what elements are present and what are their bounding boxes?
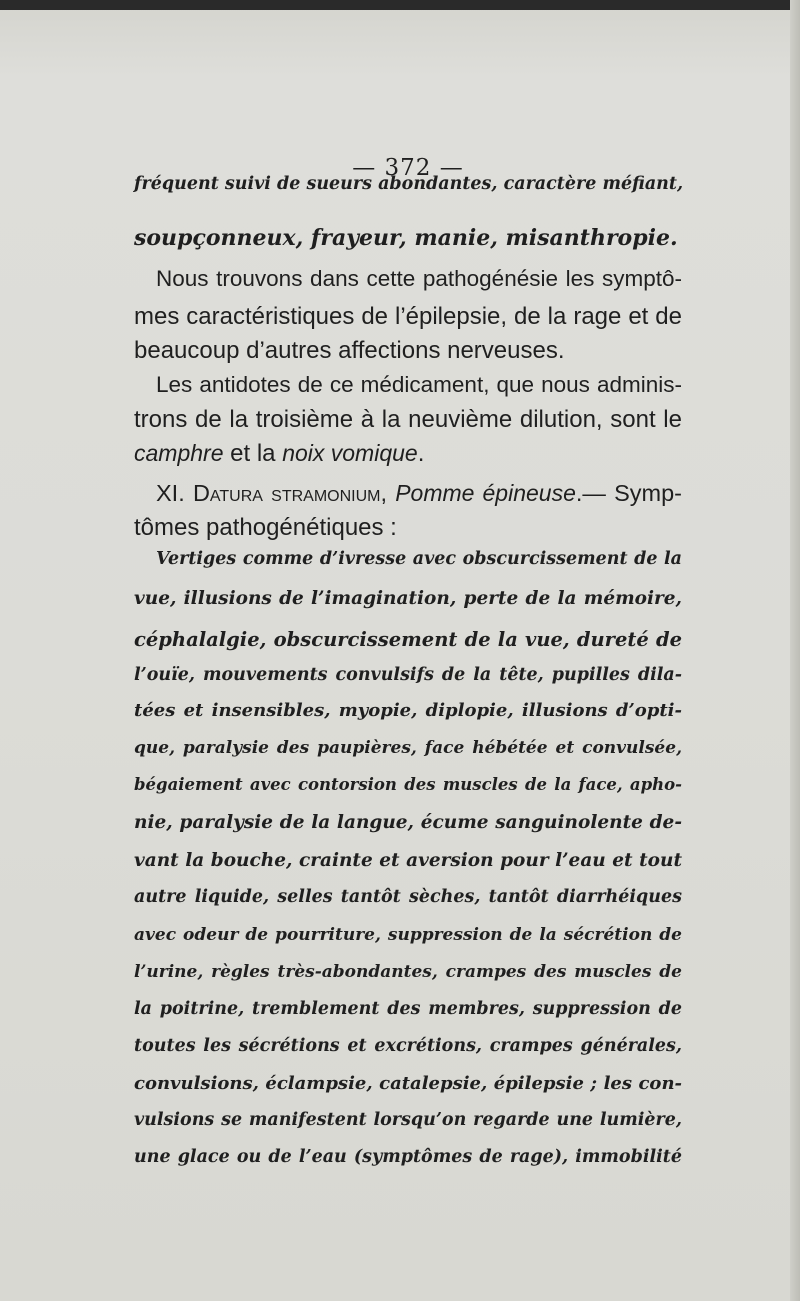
text-fragment: et la: [223, 440, 283, 467]
text-line: Les antidotes de ce médicament, que nous adminis-: [156, 372, 682, 397]
scan-top-edge: [0, 0, 800, 10]
italic-term: noix vomique: [282, 440, 418, 466]
text-line: l’ouïe, mouvements convulsifs de la tête, pupilles dila-: [134, 665, 682, 685]
text-line: toutes les sécrétions et excrétions, crampes générales,: [134, 1036, 682, 1056]
text-fragment: .— Symp-: [575, 480, 683, 506]
section-heading: [134, 482, 682, 506]
text-line: l’urine, règles très-abondantes, crampes des muscles de: [134, 962, 682, 982]
section-number: XI.: [156, 480, 193, 506]
text-line: Vertiges comme d’ivresse avec obscurcissement de la: [156, 549, 682, 569]
text-line: céphalalgie, obscurcissement de la vue, dureté de: [134, 628, 682, 651]
text-fragment: ,: [380, 480, 396, 506]
common-name: Pomme épineuse: [395, 480, 576, 506]
text-line: tômes pathogénétiques :: [134, 514, 397, 541]
text-line: que, paralysie des paupières, face hébétée et convulsée,: [134, 738, 682, 758]
text-line: [134, 442, 682, 466]
text-line: bégaiement avec contorsion des muscles de la face, apho-: [134, 775, 682, 794]
text-line: la poitrine, tremblement des membres, suppression de: [134, 999, 682, 1019]
text-line: autre liquide, selles tantôt sèches, tantôt diarrhéiques: [134, 887, 682, 907]
text-line: trons de la troisième à la neuvième dilution, sont le: [134, 406, 682, 433]
text-line: soupçonneux, frayeur, manie, misanthropie.: [134, 225, 678, 251]
plant-name: Datura stramonium: [192, 480, 381, 506]
scan-right-edge: [790, 0, 800, 1301]
text-line: vant la bouche, crainte et aversion pour l’eau et tout: [134, 850, 682, 871]
text-line: beaucoup d’autres affections nerveuses.: [134, 337, 565, 364]
text-line: Nous trouvons dans cette pathogénésie les symptô-: [156, 266, 682, 291]
text-line: vulsions se manifestent lorsqu’on regarde une lumière,: [134, 1110, 682, 1130]
text-line: mes caractéristiques de l’épilepsie, de la rage et de: [134, 303, 682, 330]
text-fragment: .: [417, 440, 425, 467]
text-line: avec odeur de pourriture, suppression de la sécrétion de: [134, 925, 682, 945]
text-line: une glace ou de l’eau (symptômes de rage), immobilité: [134, 1147, 682, 1167]
italic-term: camphre: [134, 440, 224, 466]
text-line: fréquent suivi de sueurs abondantes, caractère méfiant,: [134, 174, 684, 194]
text-line: tées et insensibles, myopie, diplopie, illusions d’opti-: [134, 700, 682, 721]
page-number: — 372 —: [352, 155, 464, 181]
text-line: vue, illusions de l’imagination, perte de la mémoire,: [134, 588, 682, 609]
text-line: convulsions, éclampsie, catalepsie, épilepsie ; les con-: [134, 1073, 682, 1094]
text-line: nie, paralysie de la langue, écume sanguinolente de-: [134, 812, 682, 833]
